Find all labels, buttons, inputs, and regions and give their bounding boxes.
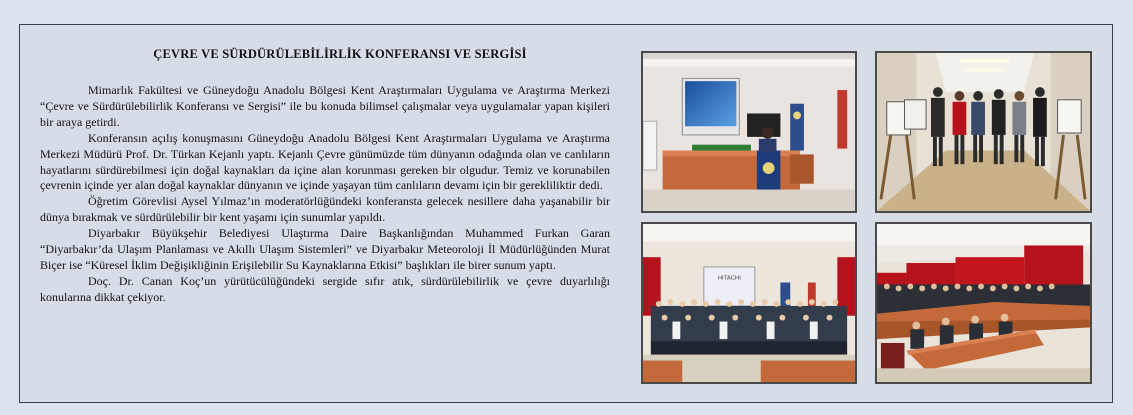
article-paragraph: Diyarbakır Büyükşehir Belediyesi Ulaştırma Daire Başkanlığından Muhammed Furkan Garan “Diyarbakır’da Ulaşım Planlaması ve Akıllı Ulaşım Sistemleri” ve Diyarbakır Meteoroloji İl Müdürlüğünden Murat Biçer ise “Küresel İklim Değişikliğinin Erişilebilir Su Kaynaklarına Etkisi” başlıkları ile birer sunum yaptı. bbox=[40, 226, 610, 272]
photo-opening-speech bbox=[641, 51, 857, 213]
photo-group-portrait-image bbox=[643, 224, 855, 382]
photo-audience-image bbox=[877, 224, 1090, 382]
article-paragraph: Konferansın açılış konuşmasını Güneydoğu Anadolu Bölgesi Kent Araştırmaları Uygulama ve Araştırma Merkezi Müdürü Prof. Dr. Türkan Kejanlı yaptı. Kejanlı Çevre günümüzde tüm dünyanın odağında olan ve canlıların hayatlarını sürdürebilmesi için doğal kaynakları da içine alan korunması gereken bir olgudur. Temiz ve korunabilen çevrenin içinde yer alan doğal kaynaklar dünyanın ve içinde yaşayan tüm canlıların devamı için bir gerekliliktir dedi. bbox=[40, 130, 610, 193]
photo-audience bbox=[875, 222, 1092, 384]
projector-brand-label: HITACHI bbox=[717, 275, 741, 282]
photo-exhibition-group-image bbox=[877, 53, 1090, 211]
article-paragraph: Öğretim Görevlisi Aysel Yılmaz’ın moderatörlüğündeki konferansta gelecek nesillere daha yaşanabilir bir dünya bırakmak ve sürdürülebilir bir kent yaşamı için sunumlar yapıldı. bbox=[40, 194, 610, 225]
photo-exhibition-group bbox=[875, 51, 1092, 213]
article-body bbox=[40, 83, 610, 306]
photo-opening-speech-image bbox=[643, 53, 855, 211]
article-title: ÇEVRE VE SÜRDÜRÜLEBİLİRLİK KONFERANSI VE SERGİSİ bbox=[153, 47, 527, 61]
news-panel bbox=[19, 24, 1113, 403]
article-paragraph: Doç. Dr. Canan Koç’un yürütücülüğündeki sergide sıfır atık, sürdürülebilirlik ve çevre duyarlılığı konularına dikkat çekiyor. bbox=[40, 273, 610, 304]
photo-group-portrait bbox=[641, 222, 857, 384]
article-paragraph: Mimarlık Fakültesi ve Güneydoğu Anadolu Bölgesi Kent Araştırmaları Uygulama ve Araştırma Merkezi “Çevre ve Sürdürülebilirlik Konferansı ve Sergisi” ile bu konuda bilimsel çalışmalar veya uygulamalar yapan kişileri bir araya getirdi. bbox=[40, 83, 610, 129]
